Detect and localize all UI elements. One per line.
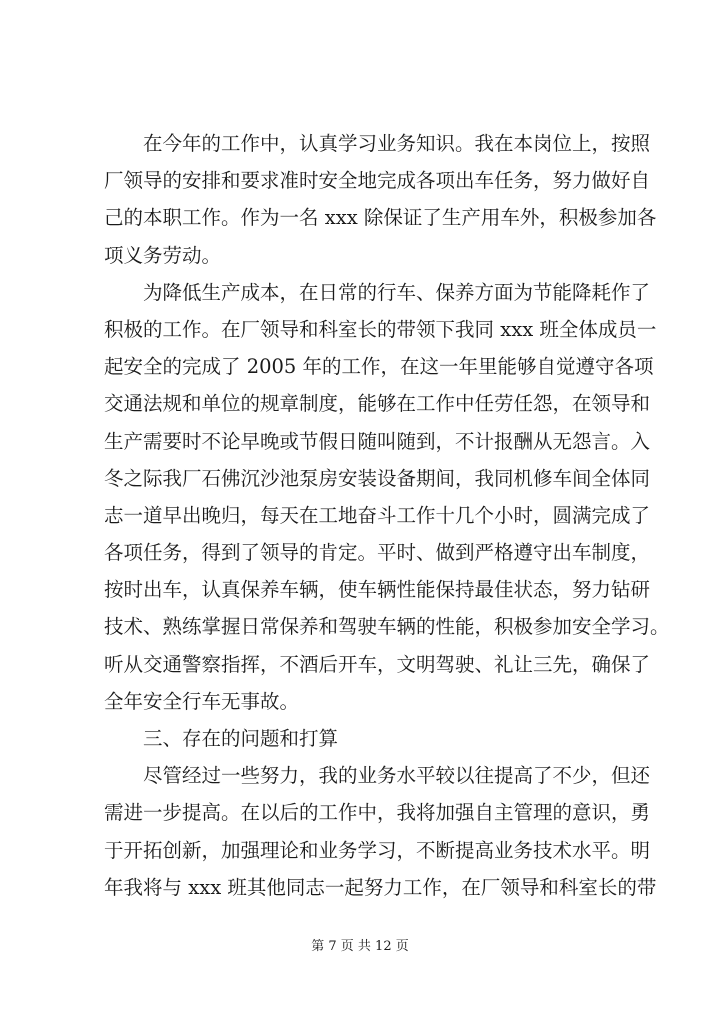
text-line: 交通法规和单位的规章制度，能够在工作中任劳任怨，在领导和 — [104, 392, 651, 416]
text-line: 项义务劳动。 — [104, 243, 222, 267]
text-line: 需进一步提高。在以后的工作中，我将加强自主管理的意识，勇 — [104, 801, 651, 825]
text-line: 全年安全行车无事故。 — [104, 689, 300, 713]
section-heading: 三、存在的问题和打算 — [143, 727, 339, 750]
text-line: 生产需要时不论早晚或节假日随叫随到，不计报酬从无怨言。入 — [104, 429, 651, 453]
text-line: 志一道早出晚归，每天在工地奋斗工作十几个小时，圆满完成了 — [104, 503, 651, 527]
text-line: 为降低生产成本，在日常的行车、保养方面为节能降耗作了 — [143, 280, 651, 304]
text-line: 年我将与 xxx 班其他同志一起努力工作，在厂领导和科室长的带 — [104, 875, 657, 899]
text-line: 各项任务，得到了领导的肯定。平时、做到严格遵守出车制度， — [104, 541, 651, 565]
text-line: 尽管经过一些努力，我的业务水平较以往提高了不少，但还 — [143, 764, 651, 788]
text-line: 积极的工作。在厂领导和科室长的带领下我同 xxx 班全体成员一 — [104, 317, 657, 341]
document-body — [104, 125, 670, 906]
paragraph-cost-reduction — [104, 274, 670, 720]
paragraph-work-study — [104, 125, 657, 274]
text-line: 在今年的工作中，认真学习业务知识。我在本岗位上，按照 — [143, 132, 651, 155]
text-line: 己的本职工作。作为一名 xxx 除保证了生产用车外，积极参加各 — [104, 206, 657, 230]
text-line: 按时出车，认真保养车辆，使车辆性能保持最佳状态，努力钻研 — [104, 578, 651, 602]
text-line: 厂领导的安排和要求准时安全地完成各项出车任务，努力做好自 — [104, 169, 651, 193]
text-line: 听从交通警察指挥，不酒后开车，文明驾驶、礼让三先，确保了 — [104, 652, 651, 676]
text-line: 技术、熟练掌握日常保养和驾驶车辆的性能，积极参加安全学习。 — [104, 615, 670, 639]
section-heading-problems-plans — [104, 720, 634, 757]
page-number-footer: 第 7 页 共 12 页 — [311, 939, 409, 954]
text-line: 于开拓创新，加强理论和业务学习，不断提高业务技术水平。明 — [104, 838, 651, 862]
text-line: 冬之际我厂石佛沉沙池泵房安装设备期间，我同机修车间全体同 — [104, 466, 651, 490]
paragraph-improvement — [104, 757, 657, 906]
text-line: 起安全的完成了 2005 年的工作，在这一年里能够自觉遵守各项 — [104, 355, 654, 379]
